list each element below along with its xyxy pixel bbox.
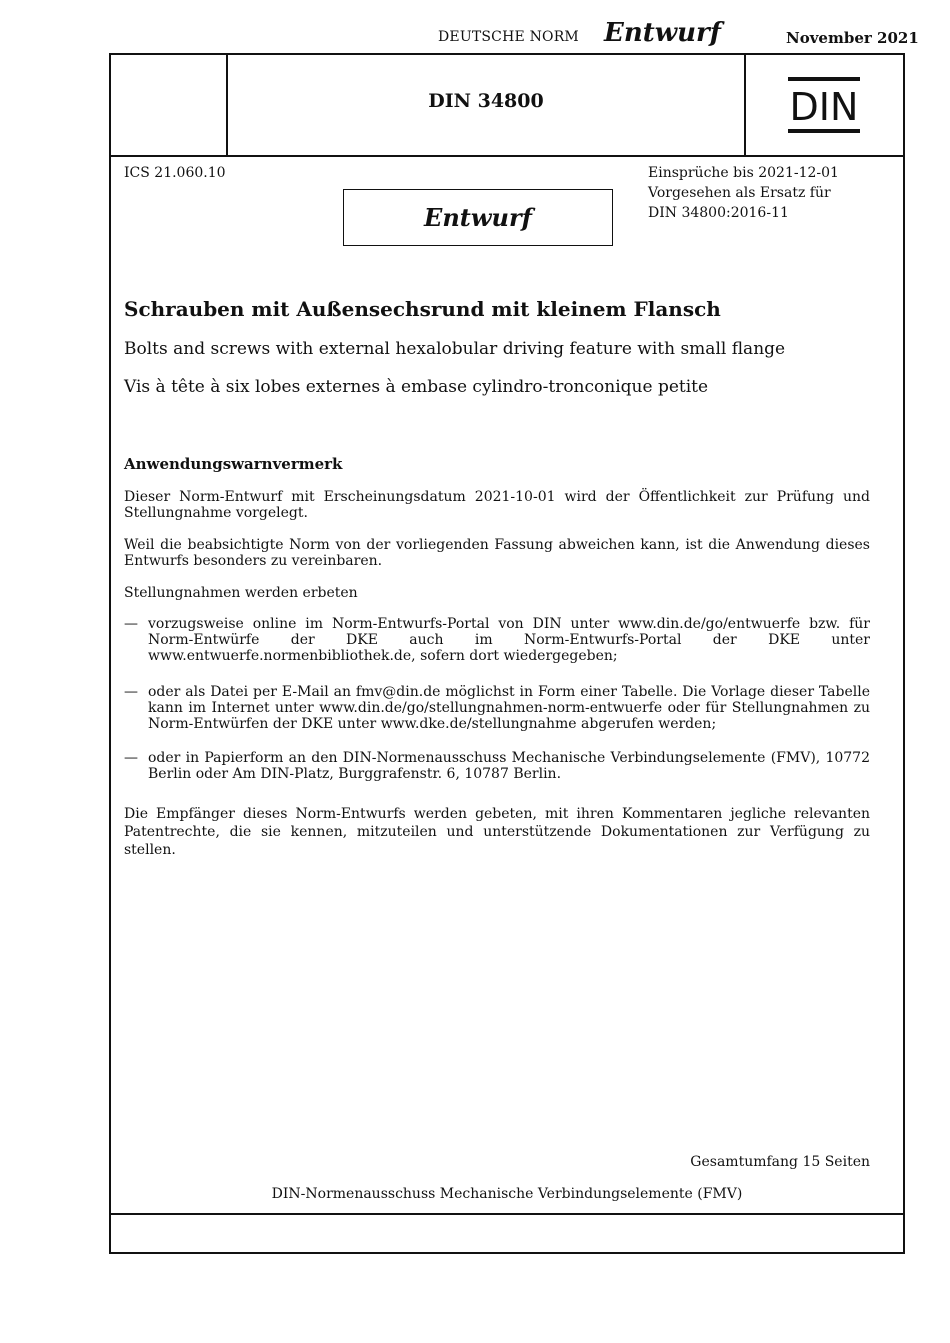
patent-notice: Die Empfänger dieses Norm-Entwurfs werden gebeten, mit ihren Kommentaren jegliche relevanten Patentrechte, die sie kennen, mitzuteilen und unterstützende Dokumentationen zur Verfügung zu stellen. [124,806,870,858]
comments-requested: Stellungnahmen werden erbeten [124,585,358,601]
replacement-standard: DIN 34800:2016-11 [648,205,789,221]
committee-name: DIN-Normenausschuss Mechanische Verbindungselemente (FMV) [271,1186,743,1202]
list-item-text: vorzugsweise online im Norm-Entwurfs-Portal von DIN unter www.din.de/go/entwuerfe bzw. für Norm-Entwürfe der DKE auch im Norm-Entwurfs-Portal der DKE unter www.entwuerfe.normenbibliothek.de, sofern dort wiedergegeben; [148,616,870,664]
draft-box [343,189,613,246]
list-item-text: oder als Datei per E-Mail an fmv@din.de möglichst in Form einer Tabelle. Die Vorlage dieser Tabelle kann im Internet unter www.din.de/go/stellungnahmen-norm-entwuerfe oder für Stellungnahmen zu Norm-Entwürfen der DKE unter www.dke.de/stellungnahme abgerufen werden; [148,684,870,732]
din-logo-icon [788,77,860,133]
title-english: Bolts and screws with external hexalobular driving feature with small flange [124,339,786,359]
ics-code: ICS 21.060.10 [124,165,226,181]
objection-info [648,163,888,223]
list-item [124,684,870,732]
norm-type-label: DEUTSCHE NORM [438,29,579,45]
title-german: Schrauben mit Außensechsrund mit kleinem Flansch [124,297,721,321]
list-dash: — [124,750,138,766]
list-item [124,616,870,664]
objection-deadline: Einsprüche bis 2021-12-01 [648,165,839,181]
list-dash: — [124,616,138,632]
draft-label-top: Entwurf [604,18,721,48]
list-dash: — [124,684,138,700]
document-number: DIN 34800 [428,90,544,112]
warning-heading: Anwendungswarnvermerk [124,455,343,473]
replacement-note: Vorgesehen als Ersatz für [648,185,831,201]
din-logo-text: DIN [789,85,859,129]
draft-box-label: Entwurf [424,203,532,232]
warning-paragraph-2: Weil die beabsichtigte Norm von der vorliegenden Fassung abweichen kann, ist die Anwendung dieses Entwurfs besonders zu vereinbaren. [124,537,870,569]
header-bottom-rule [109,155,905,157]
title-french: Vis à tête à six lobes externes à embase cylindro-tronconique petite [124,377,709,397]
warning-paragraph-1: Dieser Norm-Entwurf mit Erscheinungsdatum 2021-10-01 wird der Öffentlichkeit zur Prüfung und Stellungnahme vorgelegt. [124,489,870,521]
list-item-text: oder in Papierform an den DIN-Normenausschuss Mechanische Verbindungselemente (FMV), 10772 Berlin oder Am DIN-Platz, Burggrafenstr. 6, 10787 Berlin. [148,750,870,782]
footer-rule [109,1213,905,1215]
total-pages: Gesamtumfang 15 Seiten [690,1154,870,1170]
publication-date: November 2021 [786,29,919,47]
header-divider-right [744,53,746,157]
list-item [124,750,870,782]
